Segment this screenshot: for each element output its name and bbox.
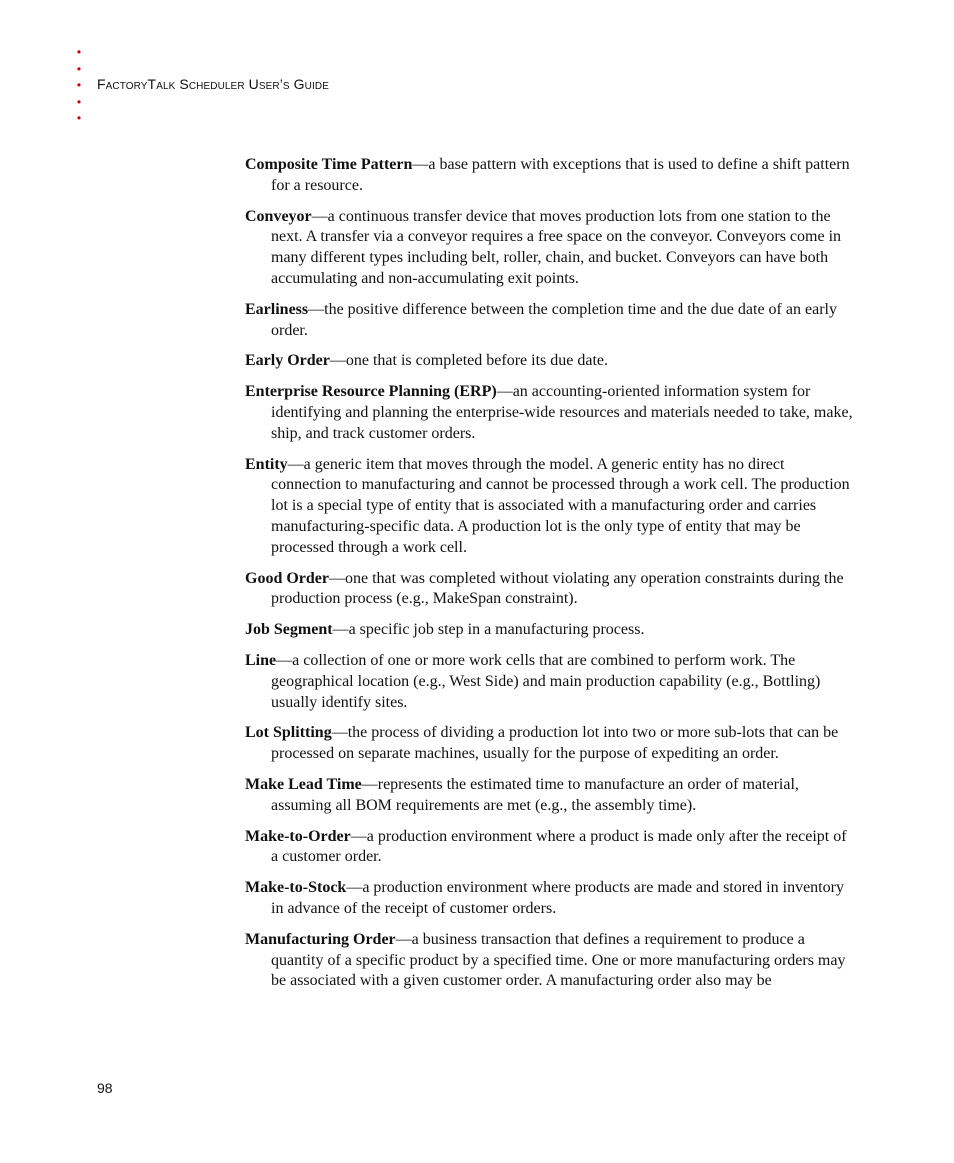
bullet-icon: • [76, 111, 82, 125]
glossary-entry [245, 382, 857, 444]
glossary-definition: —a production environment where products are made and stored in inventory in advance of the receipt of customer orders. [271, 879, 844, 917]
glossary-entry [245, 569, 857, 611]
glossary-definition: —a business transaction that defines a requirement to produce a quantity of a specific product by a specified time. One or more manufacturing orders may be associated with a given customer order. A manufacturing order also may be [271, 930, 846, 990]
glossary-definition: —a continuous transfer device that moves production lots from one station to the next. A transfer via a conveyor requires a free space on the conveyor. Conveyors come in many different types including belt, roller, chain, and bucket. Conveyors can have both accumulating and non-accumulating exit points. [271, 207, 842, 287]
glossary-term: Entity [245, 455, 288, 473]
bullet-icon: • [76, 45, 82, 59]
glossary-term: Lot Splitting [245, 724, 332, 742]
glossary-term: Manufacturing Order [245, 930, 396, 948]
glossary-entry [245, 651, 857, 713]
glossary-entry [245, 351, 857, 372]
glossary-definition: —one that is completed before its due date. [329, 352, 609, 370]
glossary-entry [245, 827, 857, 869]
glossary-entry [245, 878, 857, 920]
glossary-term: Make-to-Stock [245, 879, 347, 897]
glossary-definition: —an accounting-oriented information system for identifying and planning the enterprise-wide resources and materials needed to take, make, ship, and track customer orders. [271, 383, 853, 442]
glossary-entry [245, 300, 857, 342]
glossary-term: Line [245, 651, 277, 669]
bullet-icon: • [76, 78, 82, 92]
glossary-term: Conveyor [245, 207, 312, 225]
glossary-term: Composite Time Pattern [245, 156, 413, 173]
glossary-list [245, 155, 857, 1002]
glossary-entry [245, 207, 857, 290]
glossary-definition: —the process of dividing a production lot into two or more sub-lots that can be processed on separate machines, usually for the purpose of expediting an order. [271, 724, 839, 763]
glossary-term: Job Segment [245, 621, 333, 639]
glossary-entry [245, 620, 857, 641]
glossary-term: Enterprise Resource Planning (ERP) [245, 383, 497, 401]
glossary-entry [245, 723, 857, 765]
glossary-definition: —a base pattern with exceptions that is used to define a shift pattern for a resource. [271, 156, 850, 194]
glossary-term: Early Order [245, 352, 330, 370]
page-number: 98 [97, 1080, 113, 1096]
glossary-definition: —represents the estimated time to manufacture an order of material, assuming all BOM requirements are met (e.g., the assembly time). [271, 775, 799, 814]
bullet-icon: • [76, 94, 82, 109]
glossary-term: Make-to-Order [245, 827, 351, 845]
glossary-definition: —a specific job step in a manufacturing process. [332, 621, 645, 639]
running-header: FactoryTalk Scheduler User’s Guide [97, 76, 329, 92]
glossary-term: Earliness [245, 300, 309, 318]
glossary-entry [245, 455, 857, 559]
glossary-entry [245, 775, 857, 817]
bullet-icon: • [76, 61, 82, 76]
glossary-definition: —one that was completed without violating any operation constraints during the production process (e.g., MakeSpan constraint). [271, 569, 844, 608]
glossary-definition: —a collection of one or more work cells that are combined to perform work. The geographical location (e.g., West Side) and main production capability (e.g., Bottling) usually identify sites. [271, 651, 821, 711]
glossary-term: Make Lead Time [245, 775, 362, 793]
glossary-definition: —the positive difference between the completion time and the due date of an early order. [271, 300, 837, 339]
header-bullet-column [73, 44, 85, 127]
glossary-definition: —a generic item that moves through the model. A generic entity has no direct connection to manufacturing and cannot be processed through a work cell. The production lot is a special type of entity that is associated with a manufacturing order and carries manufacturing-specific data. A production lot is the only type of entity that may be processed through a work cell. [271, 455, 850, 556]
glossary-term: Good Order [245, 569, 329, 587]
glossary-entry [245, 930, 857, 992]
glossary-definition: —a production environment where a product is made only after the receipt of a customer order. [271, 827, 847, 866]
glossary-entry [245, 155, 857, 197]
